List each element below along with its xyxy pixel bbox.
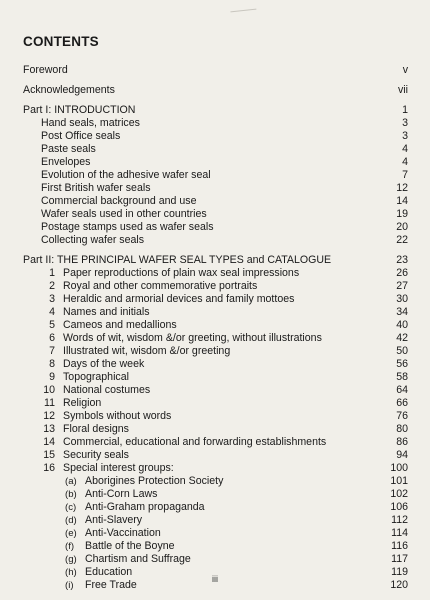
page-number: 100	[390, 462, 408, 474]
page-title: CONTENTS	[23, 34, 99, 49]
entry-letter: (e)	[65, 528, 77, 539]
toc-entry	[23, 182, 408, 195]
entry-label: Anti-Graham propaganda	[85, 501, 205, 513]
toc-entry	[23, 156, 408, 169]
page-number: v	[402, 64, 408, 76]
entry-number: 14	[43, 436, 55, 448]
toc-sub-entry	[23, 527, 408, 540]
entry-letter: (d)	[65, 515, 77, 526]
entry-letter: (a)	[65, 476, 77, 487]
part-title: Part I: INTRODUCTION	[23, 104, 136, 116]
page-number: 23	[396, 254, 408, 266]
toc-sub-entry	[23, 514, 408, 527]
entry-label: Paste seals	[41, 143, 96, 155]
page-number: 50	[396, 345, 408, 357]
front-matter	[23, 64, 408, 97]
entry-number: 12	[43, 410, 55, 422]
toc-entry	[23, 208, 408, 221]
toc-entry	[23, 143, 408, 156]
entry-label: Heraldic and armorial devices and family mottoes	[63, 293, 295, 305]
entry-label: National costumes	[63, 384, 151, 396]
toc-entry	[23, 410, 408, 423]
page-number: 117	[391, 553, 408, 565]
toc-entry	[23, 195, 408, 208]
page-number: 30	[396, 293, 408, 305]
entry-letter: (f)	[65, 541, 75, 552]
entry-letter: (c)	[65, 502, 77, 513]
toc-entry	[23, 64, 408, 77]
toc-entry	[23, 117, 408, 130]
page-number: 3	[402, 117, 408, 129]
entry-number: 6	[49, 332, 55, 344]
entry-number: 7	[49, 345, 55, 357]
entry-label: Royal and other commemorative portraits	[63, 280, 258, 292]
page-number: 22	[396, 234, 408, 246]
page-number: 56	[396, 358, 408, 370]
part-title: Part II: THE PRINCIPAL WAFER SEAL TYPES and CATALOGUE	[23, 254, 332, 266]
entry-label: Religion	[63, 397, 102, 409]
toc-entry	[23, 319, 408, 332]
entry-letter: (h)	[65, 567, 77, 578]
entry-label: Post Office seals	[41, 130, 121, 142]
page-number: 64	[396, 384, 408, 396]
page-number: 106	[390, 501, 408, 513]
toc-entry	[23, 358, 408, 371]
entry-number: 4	[49, 306, 55, 318]
page-number: 27	[396, 280, 408, 292]
entry-label: Names and initials	[63, 306, 150, 318]
page-number: 66	[396, 397, 408, 409]
entry-label: Collecting wafer seals	[41, 234, 145, 246]
toc-entry	[23, 221, 408, 234]
page-number: vii	[397, 84, 408, 96]
entry-label: Topographical	[63, 371, 129, 383]
entry-number: 11	[44, 397, 55, 409]
entry-label: Hand seals, matrices	[41, 117, 140, 129]
toc-entry	[23, 423, 408, 436]
toc-entry	[23, 371, 408, 384]
entry-label: Postage stamps used as wafer seals	[41, 221, 214, 233]
entry-label: Chartism and Suffrage	[85, 553, 191, 565]
page-number: 34	[396, 306, 408, 318]
toc-entry	[23, 449, 408, 462]
entry-label: Education	[85, 566, 133, 578]
entry-label: Days of the week	[63, 358, 145, 370]
toc-entry	[23, 267, 408, 280]
entry-label: Special interest groups:	[63, 462, 174, 474]
toc-entry	[23, 306, 408, 319]
entry-label: First British wafer seals	[41, 182, 151, 194]
page-number: 3	[402, 130, 408, 142]
page-number: 112	[391, 514, 408, 526]
entry-number: 3	[49, 293, 55, 305]
page-number: 86	[396, 436, 408, 448]
toc-sub-entry	[23, 540, 408, 553]
part-heading	[23, 104, 408, 117]
page-number: 94	[396, 449, 408, 461]
page-number: 102	[390, 488, 408, 500]
toc-entry	[23, 436, 408, 449]
toc-entry	[23, 462, 408, 475]
page-number: 12	[396, 182, 408, 194]
page-number: 101	[390, 475, 408, 487]
entry-label: Foreword	[23, 64, 68, 76]
page-number: 40	[396, 319, 408, 331]
page-number: 42	[396, 332, 408, 344]
part-heading	[23, 254, 408, 267]
page-number: 80	[396, 423, 408, 435]
entry-label: Aborigines Protection Society	[85, 475, 224, 487]
entry-label: Evolution of the adhesive wafer seal	[41, 169, 211, 181]
entry-label: Battle of the Boyne	[85, 540, 175, 552]
page-number: 4	[402, 143, 408, 155]
page-number: 14	[396, 195, 408, 207]
entry-letter: (i)	[65, 580, 74, 591]
toc-entry	[23, 234, 408, 247]
entry-number: 13	[43, 423, 55, 435]
page-number: 116	[391, 540, 408, 552]
entry-label: Words of wit, wisdom &/or greeting, without illustrations	[63, 332, 322, 344]
page-number: 114	[391, 527, 408, 539]
toc-entry	[23, 345, 408, 358]
entry-label: Cameos and medallions	[63, 319, 177, 331]
toc-entry	[23, 84, 408, 97]
entry-label: Envelopes	[41, 156, 91, 168]
table-of-contents	[23, 64, 408, 592]
entry-label: Illustrated wit, wisdom &/or greeting	[63, 345, 231, 357]
entry-label: Acknowledgements	[23, 84, 115, 96]
entry-number: 10	[43, 384, 55, 396]
entry-label: Paper reproductions of plain wax seal impressions	[63, 267, 300, 279]
toc-sub-entry	[23, 488, 408, 501]
entry-letter: (g)	[65, 554, 77, 565]
entry-number: 2	[49, 280, 55, 292]
part1-list	[23, 117, 408, 247]
entry-number: 5	[49, 319, 55, 331]
page-number: 20	[396, 221, 408, 233]
toc-sub-entry	[23, 475, 408, 488]
toc-entry	[23, 130, 408, 143]
page-number: 76	[396, 410, 408, 422]
entry-label: Security seals	[63, 449, 129, 461]
toc-sub-entry	[23, 501, 408, 514]
page-number: 7	[402, 169, 408, 181]
entry-number: 9	[49, 371, 55, 383]
entry-number: 1	[49, 267, 55, 279]
toc-entry	[23, 384, 408, 397]
page-number: 4	[402, 156, 408, 168]
page-footer-number: iii	[212, 574, 218, 584]
page-number: 120	[390, 579, 408, 591]
entry-label: Wafer seals used in other countries	[41, 208, 207, 220]
entry-label: Symbols without words	[63, 410, 172, 422]
page-number: 119	[391, 566, 408, 578]
entry-letter: (b)	[65, 489, 77, 500]
page-number: 58	[396, 371, 408, 383]
toc-sub-entry	[23, 553, 408, 566]
toc-entry	[23, 293, 408, 306]
toc-entry	[23, 169, 408, 182]
entry-number: 8	[49, 358, 55, 370]
entry-label: Anti-Vaccination	[85, 527, 161, 539]
part2-list	[23, 267, 408, 475]
pencil-mark	[230, 1, 257, 13]
entry-label: Commercial background and use	[41, 195, 197, 207]
toc-entry	[23, 280, 408, 293]
entry-number: 16	[43, 462, 55, 474]
page-number: 26	[396, 267, 408, 279]
entry-label: Free Trade	[85, 579, 137, 591]
page-number: 1	[402, 104, 408, 116]
entry-label: Anti-Slavery	[85, 514, 143, 526]
toc-entry	[23, 332, 408, 345]
toc-entry	[23, 397, 408, 410]
entry-label: Floral designs	[63, 423, 129, 435]
entry-label: Commercial, educational and forwarding establishments	[63, 436, 327, 448]
entry-number: 15	[43, 449, 55, 461]
entry-label: Anti-Corn Laws	[85, 488, 158, 500]
page-number: 19	[396, 208, 408, 220]
